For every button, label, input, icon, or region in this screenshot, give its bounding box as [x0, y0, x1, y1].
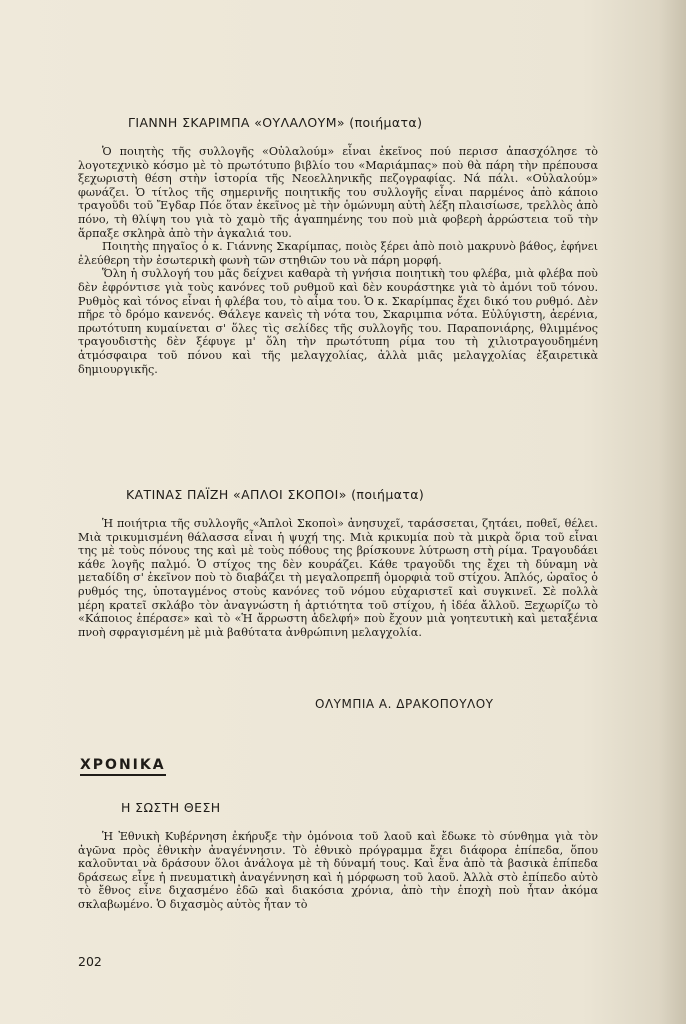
section-title-chronika: ΧΡΟΝΙΚΑ [80, 757, 166, 776]
author-signature: ΟΛΥΜΠΙΑ Α. ΔΡΑΚΟΠΟΥΛΟΥ [315, 697, 494, 711]
paragraph: Ὁ ποιητὴς τῆς συλλογῆς «Οὐλαλούμ» εἶναι ἐκεῖνος πού περισσ ἀπασχόλησε τὸ λογοτεχνικὸ κόσμο μὲ τὸ πρωτότυπο βιβλίο του «Μαριάμπας» ποὺ θὰ πάρη τὴν πρέπουσα ξεχωριστὴ θέση στὴν ἱστορία τῆς Νεοελληνικῆς πεζογραφίας. Νά πάλι. «Οὐλαλούμ» φωνάζει. Ὁ τίτλος τῆς σημερινῆς ποιητικῆς του συλλογῆς εἶναι παρμένος ἀπὸ κάποιο τραγοῦδι τοῦ Ἔγδαρ Πόε ὅταν ἐκεῖνος μὲ τὴν ὁμώνυμη αὐτὴ λέξη πλαισίωσε, τρελλὸς ἀπὸ πόνο, τὴ θλίψη του γιὰ τὸ χαμὸ τῆς ἀγαπημένης του ποὺ μιὰ φοβερὴ ἀρρώστεια τοῦ τὴν ἅρπαξε σκληρὰ ἀπὸ τὴν ἀγκαλιά του. [78, 145, 598, 240]
paragraph: Ποιητὴς πηγαῖος ὁ κ. Γιάννης Σκαρίμπας, ποιὸς ξέρει ἀπὸ ποιὸ μακρυνὸ βάθος, ἐφήνει ἐλεύθερη τὴν ἐσωτερικὴ φωνὴ τῶν στηθιῶν του νὰ πάρη μορφή. [78, 240, 598, 267]
paragraph: Ἡ Ἐθνικὴ Κυβέρνηση ἐκήρυξε τὴν ὁμόνοια τοῦ λαοῦ καὶ ἔδωκε τὸ σύνθημα γιὰ τὸν ἀγῶνα πρὸς ἐθνικὴν ἀναγέννησιν. Τὸ ἐθνικὸ πρόγραμμα ἔχει διάφορα ἐπίπεδα, ὅπου καλοῦνται νὰ δράσουν ὅλοι ἀνάλογα μὲ τὴ δύναμή τους. Καὶ ἕνα ἀπὸ τὰ βασικὰ ἐπίπεδα δράσεως εἶνε ἡ πνευματικὴ ἀναγέννηση καὶ ἡ μόρφωση τοῦ λαοῦ. Ἀλλὰ στὸ ἐπίπεδο αὐτὸ τὸ ἔθνος εἶνε διχασμένο ἐδῶ καὶ διακόσια χρόνια, ἀπὸ τὴν ἐποχὴ ποὺ ἦταν ἀκόμα σκλαβωμένο. Ὁ διχασμὸς αὐτὸς ἦταν τὸ [78, 830, 598, 911]
review-heading-paizi: ΚΑΤΙΝΑΣ ΠΑΪΖΗ «ΑΠΛΟΙ ΣΚΟΠΟΙ» (ποιήματα) [126, 487, 425, 502]
page-number: 202 [78, 954, 102, 969]
paragraph: Ἡ ποιήτρια τῆς συλλογῆς «Ἁπλοὶ Σκοποὶ» ἀνησυχεῖ, ταράσσεται, ζητάει, ποθεῖ, θέλει. Μιὰ τρικυμισμένη θάλασσα εἶναι ἡ ψυχή της. Μιὰ κρικυμία ποὺ τὰ μικρὰ ὅρια τοῦ εἶναι της μὲ τοὺς πόνους της καὶ μὲ τοὺς πόθους της βρίσκουνε λύτρωση στὴ ρίμα. Τραγουδάει κάθε λογῆς παλμό. Ὁ στίχος της δὲν κουράζει. Κάθε τραγοῦδι της ἔχει τὴ δύναμη νὰ μεταδίδη σ' ἐκεῖνον ποὺ τὸ διαβάζει τὴ μεγαλοπρεπῆ ὀμορφιὰ τοῦ στίχου. Ἁπλός, ὡραῖος ὁ ρυθμός της, ὑποταγμένος στοὺς κανόνες τοῦ νόμου εὐχαριστεῖ καὶ συγκινεῖ. Σὲ πολλὰ μέρη κρατεῖ σκλάβο τὸν ἀναγνώστη ἡ ἀρτιότητα τοῦ στίχου, ἡ ἰδέα ἄλλοῦ. Ξεχωρίζω τὸ «Κάποιος ἐπέρασε» καὶ τὸ «Ἡ ἄρρωστη ἀδελφή» ποὺ ἔχουν μιὰ γοητευτικὴ καὶ μεταξένια πνοὴ σφραγισμένη μὲ μιὰ βαθύτατα ἀνθρώπινη μελαγχολία. [78, 517, 598, 639]
paragraph: Ὅλη ἡ συλλογή του μᾶς δείχνει καθαρὰ τὴ γνήσια ποιητικὴ του φλέβα, μιὰ φλέβα ποὺ δὲν ἐφρόντισε γιὰ τοὺς κανόνες τοῦ ρυθμοῦ καὶ δὲν κουράστηκε γιὰ τὸ ἀμόνι τοῦ τόνου. Ρυθμὸς καὶ τόνος εἶναι ἡ φλέβα του, τὸ αἷμα του. Ὁ κ. Σκαρίμπας ἔχει δικό του ρυθμό. Δὲν πῆρε τὸ δρόμο κανενός. Θάλεγε κανεὶς τὴ νότα του, Σκαριμπια νότα. Εὐλύγιστη, ἀερένια, πρωτότυπη κυμαίνεται σ' ὅλες τὶς σελίδες τῆς συλλογῆς του. Παραπονιάρης, θλιμμένος τραγουδιστὴς δὲν ξέφυγε μ' ὅλη τὴν πρωτότυπη ρίμα του τὴ χιλιοτραγουδημένη ἀτμόσφαιρα τοῦ πόνου καὶ τῆς μελαγχολίας, ἀλλὰ μιᾶς μελαγχολίας ἐξαιρετικὰ δημιουργικῆς. [78, 267, 598, 376]
review-heading-skarimpas: ΓΙΑΝΝΗ ΣΚΑΡΙΜΠΑ «ΟΥΛΑΛΟΥΜ» (ποιήματα) [128, 115, 423, 130]
article-body [78, 830, 598, 912]
review-body-paizi [78, 517, 598, 639]
review-body-skarimpas [78, 145, 598, 376]
article-heading: Η ΣΩΣΤΗ ΘΕΣΗ [121, 800, 221, 815]
